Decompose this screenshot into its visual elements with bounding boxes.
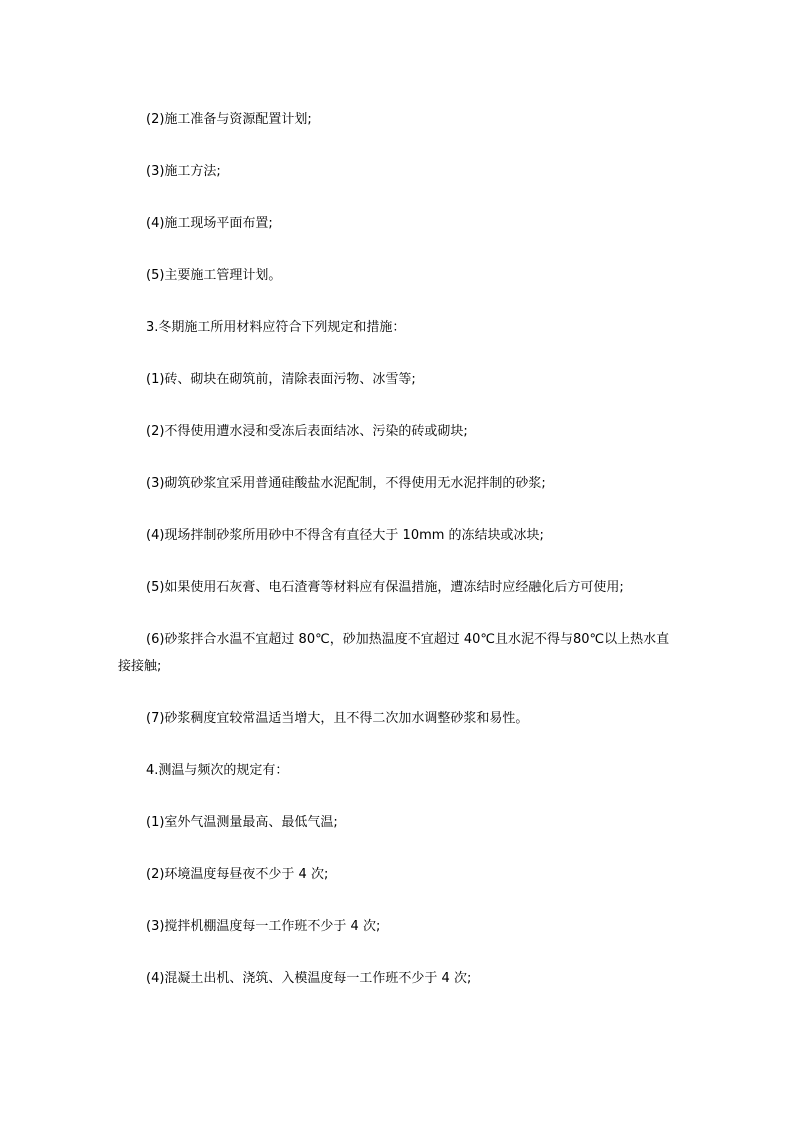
paragraph — [118, 522, 678, 549]
paragraph-text: (6)砂浆拌合水温不宜超过 80℃，砂加热温度不宜超过 40℃且水泥不得与80℃以上热水直接接触; — [118, 632, 670, 674]
paragraph-text: (2)环境温度每昼夜不少于 4 次; — [146, 867, 329, 882]
paragraph — [118, 574, 678, 601]
paragraph — [118, 913, 678, 940]
paragraph — [118, 210, 678, 237]
paragraph-text: (3)搅拌机棚温度每一工作班不少于 4 次; — [146, 919, 381, 934]
paragraph-text: (7)砂浆稠度宜较常温适当增大，且不得二次加水调整砂浆和易性。 — [146, 711, 529, 726]
paragraph — [118, 158, 678, 185]
paragraph-text: (2)施工准备与资源配置计划; — [146, 112, 312, 127]
paragraph-text: (2)不得使用遭水浸和受冻后表面结冰、污染的砖或砌块; — [146, 424, 468, 439]
paragraph-text: 4.测温与频次的规定有： — [146, 763, 289, 778]
paragraph-text: (1)室外气温测量最高、最低气温; — [146, 815, 338, 830]
paragraph-text: (3)砌筑砂浆宜采用普通硅酸盐水泥配制，不得使用无水泥拌制的砂浆; — [146, 476, 546, 491]
paragraph-text: (5)如果使用石灰膏、电石渣膏等材料应有保温措施，遭冻结时应经融化后方可使用; — [146, 580, 624, 595]
paragraph — [118, 418, 678, 445]
paragraph-text: (4)施工现场平面布置; — [146, 216, 273, 231]
paragraph — [118, 861, 678, 888]
paragraph-text: (4)现场拌制砂浆所用砂中不得含有直径大于 10mm 的冻结块或冰块; — [146, 528, 544, 543]
paragraph — [118, 470, 678, 497]
paragraph — [118, 965, 678, 992]
paragraph — [118, 809, 678, 836]
paragraph-text: (1)砖、砌块在砌筑前，清除表面污物、冰雪等; — [146, 372, 416, 387]
paragraph — [118, 705, 678, 732]
paragraph-text: 3.冬期施工所用材料应符合下列规定和措施： — [146, 320, 406, 335]
paragraph-text: (3)施工方法; — [146, 164, 221, 179]
section-heading — [118, 757, 678, 784]
paragraph — [118, 366, 678, 393]
paragraph-text: (4)混凝土出机、浇筑、入模温度每一工作班不少于 4 次; — [146, 971, 472, 986]
paragraph — [118, 626, 678, 680]
paragraph — [118, 106, 678, 133]
paragraph-text: (5)主要施工管理计划。 — [146, 268, 282, 283]
section-heading — [118, 314, 678, 341]
paragraph — [118, 262, 678, 289]
